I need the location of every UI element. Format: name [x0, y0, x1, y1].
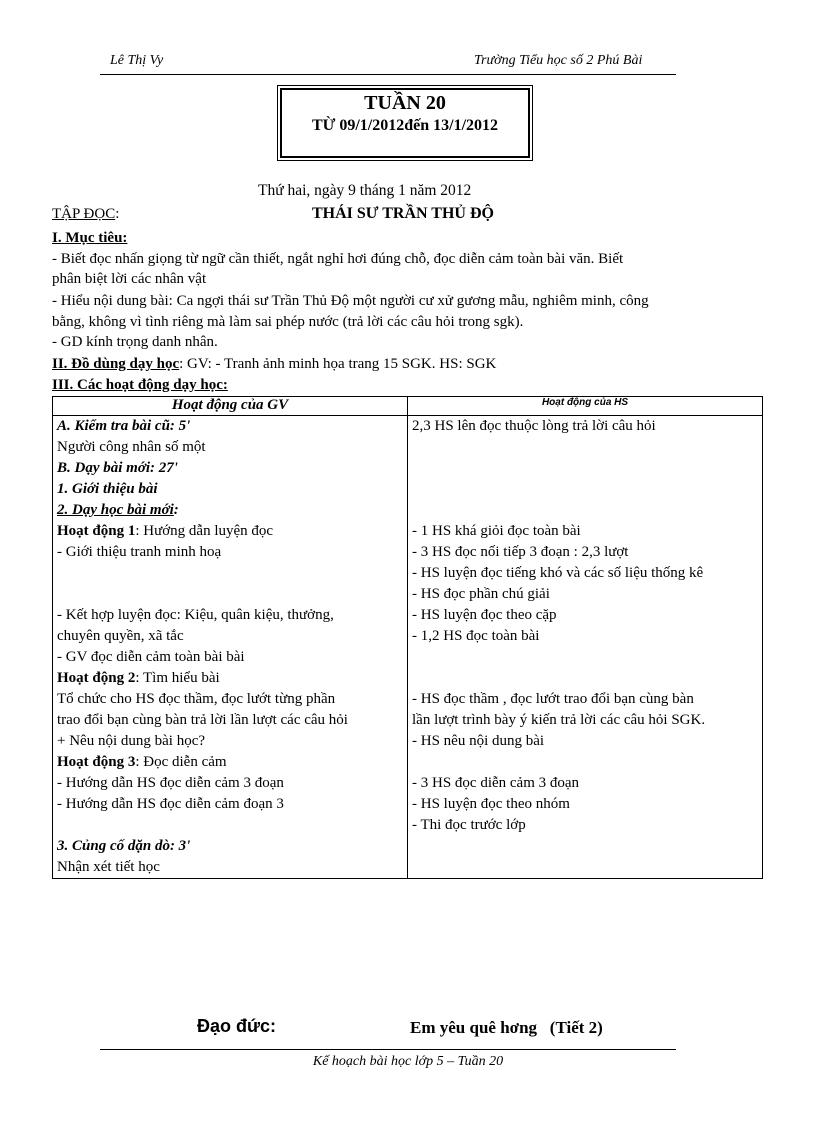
gv-column — [53, 416, 408, 879]
subject-label — [52, 206, 119, 223]
gv-b2-colon: : — [173, 502, 179, 518]
hs-r5: - HS đọc phần chú giải — [412, 586, 550, 602]
lesson-title: THÁI SƯ TRẦN THỦ ĐỘ — [312, 205, 494, 222]
subject-label-text: TẬP ĐỌC — [52, 206, 116, 222]
next-subject: Đạo đức: — [197, 1016, 277, 1036]
gv-b2-label: 2. Dạy học bài mới — [57, 502, 174, 518]
materials — [52, 354, 764, 374]
hs-r8b: lần lượt trình bày ý kiến trả lời các câu hỏi SGK. — [412, 712, 706, 728]
gv-b2 — [57, 500, 403, 521]
date-line: Thứ hai, ngày 9 tháng 1 năm 2012 — [258, 182, 472, 199]
hs-r11: - HS luyện đọc theo nhóm — [412, 796, 570, 812]
objective-2: - Hiểu nội dung bài: Ca ngợi thái sư Trần Thủ Độ một người cư xử gương mẫu, nghiêm minh, công — [52, 293, 649, 309]
next-title: Em yêu quê hơng (Tiết 2) — [410, 1018, 603, 1037]
gv-hd2-b: + Nêu nội dung bài học? — [57, 733, 206, 749]
hs-r10: - 3 HS đọc diễn cảm 3 đoạn — [412, 775, 580, 791]
materials-text: : GV: - Tranh ảnh minh họa trang 15 SGK. HS: SGK — [179, 356, 497, 372]
gv-c-text: Nhận xét tiết học — [57, 859, 160, 875]
gv-hd3-text: : Đọc diễn cảm — [135, 754, 227, 770]
hs-r1: 2,3 HS lên đọc thuộc lòng trả lời câu hỏi — [412, 418, 656, 434]
materials-heading: II. Đồ dùng dạy học — [52, 356, 180, 372]
objective-3: - GD kính trọng danh nhân. — [52, 334, 218, 350]
gv-hd1-label: Hoạt động 1 — [57, 523, 136, 539]
gv-b1: 1. Giới thiệu bài — [57, 481, 158, 497]
header-school: Trường Tiểu học số 2 Phú Bài — [474, 53, 643, 68]
objectives-heading: I. Mục tiêu: — [52, 230, 128, 246]
gv-hd3 — [57, 752, 403, 773]
gv-hd2-a2: trao đổi bạn cùng bàn trả lời lần lượt các câu hỏi — [57, 712, 348, 728]
objective-1-cont: phân biệt lời các nhân vật — [52, 271, 207, 287]
gv-hd2-a: Tổ chức cho HS đọc thầm, đọc lướt từng phần — [57, 691, 336, 707]
gv-hd3-label: Hoạt động 3 — [57, 754, 136, 770]
gv-hd1-text: : Hướng dẫn luyện đọc — [135, 523, 274, 539]
week-range: TỪ 09/1/2012đến 13/1/2012 — [311, 117, 499, 134]
activities-table — [52, 396, 763, 879]
header-rule — [100, 74, 676, 75]
gv-a-text: Người công nhân số một — [57, 439, 206, 455]
hs-r9: - HS nêu nội dung bài — [412, 733, 545, 749]
gv-hd2-label: Hoạt động 2 — [57, 670, 136, 686]
gv-a-title: A. Kiểm tra bài cũ: 5' — [57, 418, 191, 434]
gv-hd1-c: - GV đọc diễn cảm toàn bài bài — [57, 649, 245, 665]
col-header-hs: Hoạt động của HS — [408, 397, 763, 416]
hs-r7: - 1,2 HS đọc toàn bài — [412, 628, 540, 644]
gv-hd3-a: - Hướng dẫn HS đọc diễn cảm 3 đoạn — [57, 775, 284, 791]
gv-hd2 — [57, 668, 403, 689]
gv-hd1-b: - Kết hợp luyện đọc: Kiệu, quân kiệu, thưởng, — [57, 607, 334, 623]
footer-text: Kế hoạch bài học lớp 5 – Tuần 20 — [312, 1054, 504, 1069]
col-header-gv: Hoạt động của GV — [53, 397, 408, 416]
week-title: TUẦN 20 — [364, 92, 446, 114]
hs-r3: - 3 HS đọc nối tiếp 3 đoạn : 2,3 lượt — [412, 544, 629, 560]
objective-1: - Biết đọc nhấn giọng từ ngữ cần thiết, ngắt nghỉ hơi đúng chỗ, đọc diễn cảm toàn bài văn. Biết — [52, 251, 624, 267]
hs-column — [408, 416, 763, 879]
objective-2-cont: bằng, không vì tình riêng mà làm sai phép nước (trả lời các câu hỏi trong sgk). — [52, 314, 524, 330]
gv-c-title: 3. Củng cố dặn dò: 3' — [57, 838, 191, 854]
hs-r8: - HS đọc thầm , đọc lướt trao đổi bạn cùng bàn — [412, 691, 694, 707]
hs-r12: - Thi đọc trước lớp — [412, 817, 526, 833]
gv-b-title: B. Dạy bài mới: 27' — [57, 460, 178, 476]
gv-hd1-a: - Giới thiệu tranh minh hoạ — [57, 544, 222, 560]
gv-hd1-b2: chuyên quyền, xã tắc — [57, 628, 184, 644]
hs-r4: - HS luyện đọc tiếng khó và các số liệu thống kê — [412, 565, 704, 581]
footer-rule — [100, 1049, 676, 1050]
gv-hd2-text: : Tìm hiểu bài — [135, 670, 220, 686]
activities-heading: III. Các hoạt động dạy học: — [52, 377, 228, 393]
week-title-box — [280, 88, 530, 158]
hs-r6: - HS luyện đọc theo cặp — [412, 607, 557, 623]
header-author: Lê Thị Vy — [110, 53, 164, 68]
hs-r2: - 1 HS khá giỏi đọc toàn bài — [412, 523, 581, 539]
gv-hd3-b: - Hướng dẫn HS đọc diễn cảm đoạn 3 — [57, 796, 284, 812]
gv-hd1 — [57, 521, 403, 542]
subject-colon: : — [115, 206, 120, 222]
